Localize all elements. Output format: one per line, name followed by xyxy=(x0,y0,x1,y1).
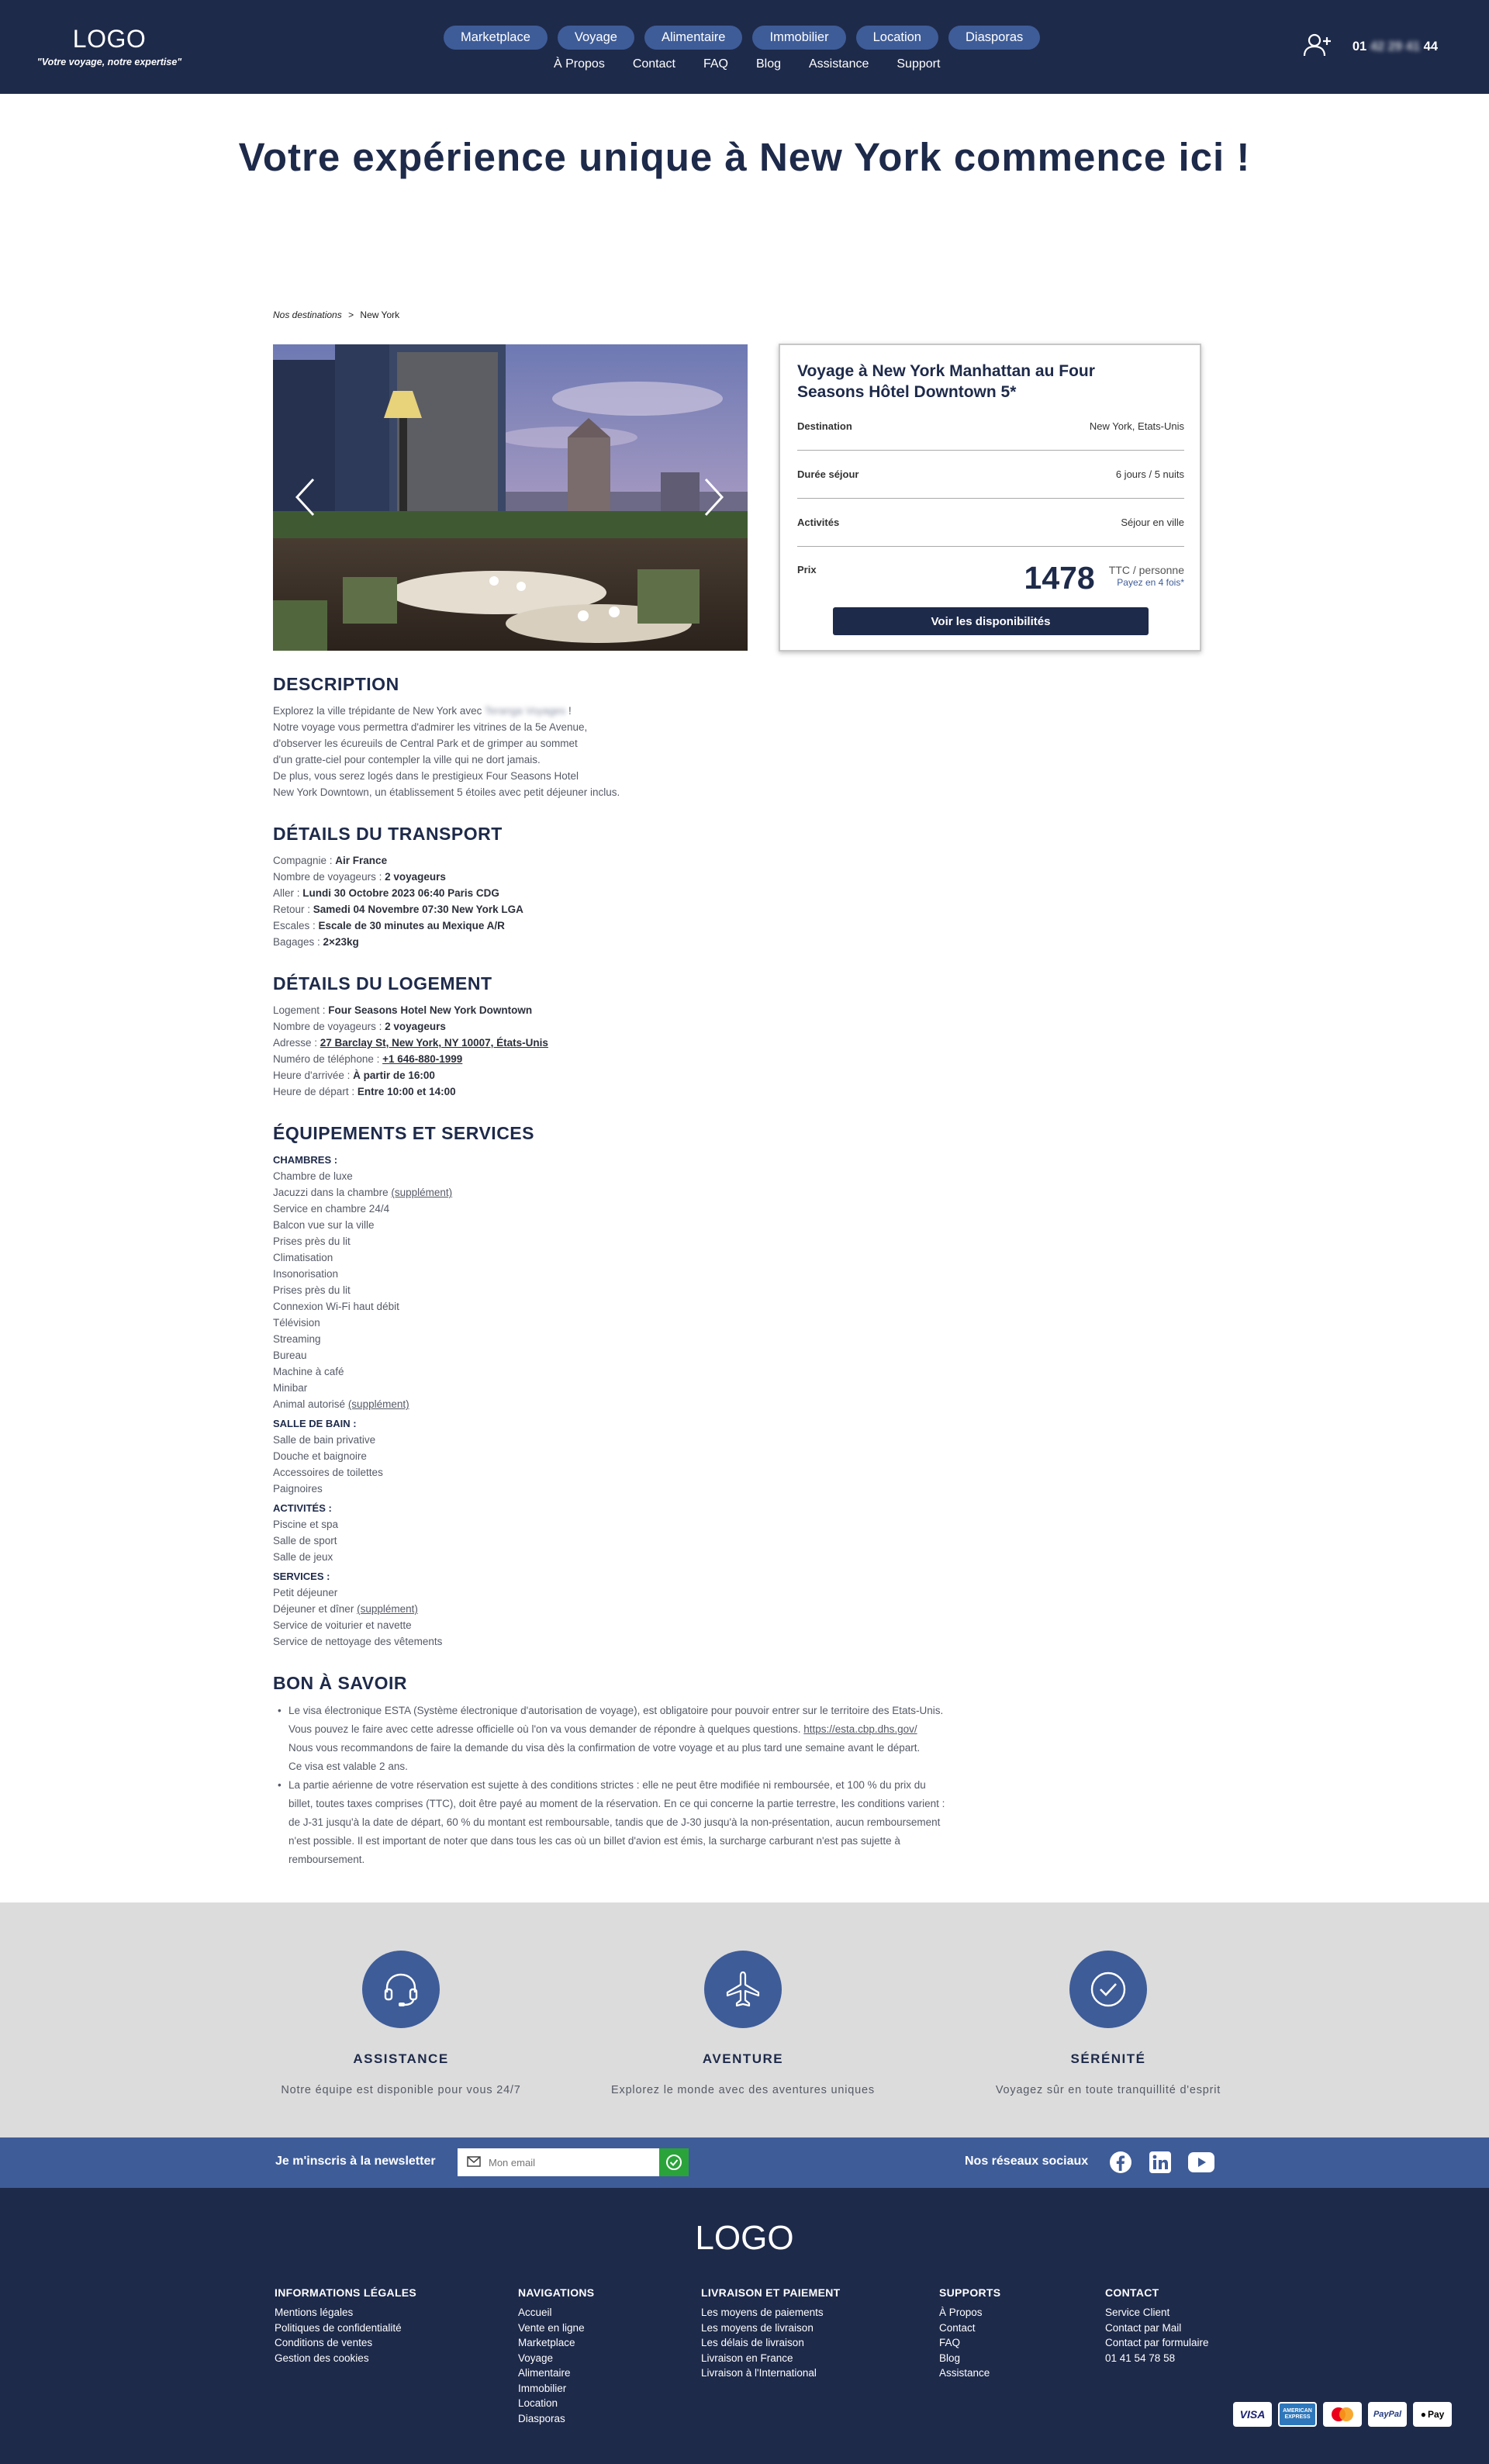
site-footer xyxy=(0,2188,1489,2464)
description-line: Notre voyage vous permettra d'admirer les vitrines de la 5e Avenue, xyxy=(273,721,588,733)
apple-pay-label: Pay xyxy=(1427,2409,1445,2420)
list-item: Accessoires de toilettes xyxy=(273,1467,383,1478)
footer-link[interactable]: Accueil xyxy=(518,2307,552,2318)
slider-prev-chevron-icon[interactable] xyxy=(295,478,315,517)
list-item: Connexion Wi-Fi haut débit xyxy=(273,1301,399,1312)
photo-slider xyxy=(273,344,748,651)
logement-row: Logement : Four Seasons Hotel New York Downtown xyxy=(273,1004,533,1016)
supplement-link[interactable]: (supplément) xyxy=(357,1603,418,1615)
equipements-heading: ÉQUIPEMENTS ET SERVICES xyxy=(273,1123,534,1143)
footer-link[interactable]: Voyage xyxy=(518,2352,554,2364)
list-item: Service de nettoyage des vêtements xyxy=(273,1636,443,1647)
pay-in-4-note[interactable]: Payez en 4 fois* xyxy=(1117,577,1184,588)
facebook-icon[interactable] xyxy=(1109,2151,1132,2178)
payment-methods xyxy=(1233,2402,1452,2427)
hotel-terrace-photo xyxy=(273,344,748,651)
footer-link[interactable]: Blog xyxy=(939,2352,961,2364)
phone-prefix: 01 xyxy=(1352,40,1367,54)
footer-col-title: NAVIGATIONS xyxy=(518,2286,595,2299)
header-phone[interactable] xyxy=(1353,40,1438,54)
footer-link[interactable]: Politiques de confidentialité xyxy=(275,2321,402,2334)
footer-link[interactable]: Contact par formulaire xyxy=(1105,2337,1209,2348)
logement-row: Adresse : 27 Barclay St, New York, NY 10007, États-Unis xyxy=(273,1037,548,1049)
check-circle-icon xyxy=(1069,1951,1147,2028)
description-text xyxy=(273,703,1033,800)
nav-pill-diasporas[interactable]: Diasporas xyxy=(948,26,1040,50)
apple-pay-icon xyxy=(1413,2402,1452,2427)
list-item: Petit déjeuner xyxy=(273,1587,338,1598)
footer-col-title: LIVRAISON ET PAIEMENT xyxy=(701,2286,841,2299)
footer-col-title: SUPPORTS xyxy=(939,2286,1001,2299)
bon-a-savoir-list xyxy=(273,1702,1033,1869)
phone-link[interactable]: +1 646-880-1999 xyxy=(382,1053,463,1065)
supplement-link[interactable]: (supplément) xyxy=(391,1187,453,1198)
footer-link[interactable]: Les moyens de paiements xyxy=(701,2307,824,2318)
footer-col-navigations xyxy=(518,2286,594,2426)
offer-title: Voyage à New York Manhattan au Four Seasons Hôtel Downtown 5* xyxy=(797,362,1095,401)
logo-tagline: "Votre voyage, notre expertise" xyxy=(36,57,182,67)
description-line: d'observer les écureuils de Central Park et de grimper au sommet xyxy=(273,738,578,749)
description-line: New York Downtown, un établissement 5 étoiles avec petit déjeuner inclus. xyxy=(273,786,620,798)
sdb-subheading: SALLE DE BAIN : xyxy=(273,1418,357,1429)
feature-desc: Notre équipe est disponible pour vous 24/7 xyxy=(281,2084,521,2096)
feature-assistance xyxy=(238,1951,564,2096)
address-link[interactable]: 27 Barclay St, New York, NY 10007, États-Unis xyxy=(320,1037,548,1049)
site-header xyxy=(0,0,1489,94)
footer-link[interactable]: Immobilier xyxy=(518,2382,567,2394)
agency-name: Teranga Voyages xyxy=(484,705,566,717)
newsletter-bar xyxy=(0,2137,1489,2188)
footer-link[interactable]: Mentions légales xyxy=(275,2307,354,2318)
visa-icon: VISA xyxy=(1233,2402,1272,2427)
list-item: Prises près du lit xyxy=(273,1235,351,1247)
footer-link[interactable]: À Propos xyxy=(939,2307,983,2318)
footer-col-contact xyxy=(1105,2286,1209,2366)
footer-link[interactable]: FAQ xyxy=(939,2337,961,2348)
description-line: d'un gratte-ciel pour contempler la ville qui ne dort jamais. xyxy=(273,754,541,765)
footer-link[interactable]: Livraison à l'International xyxy=(701,2367,817,2379)
list-item: Salle de jeux xyxy=(273,1551,333,1563)
logement-details xyxy=(273,1002,1033,1100)
headset-icon xyxy=(362,1951,440,2028)
apple-glyph-icon: ● xyxy=(1420,2409,1426,2420)
footer-link[interactable]: Contact xyxy=(939,2321,976,2334)
amex-label: AMERICAN EXPRESS xyxy=(1283,2408,1312,2420)
nav-pill-immobilier[interactable]: Immobilier xyxy=(752,26,845,50)
list-item: Insonorisation xyxy=(273,1268,339,1280)
youtube-icon[interactable] xyxy=(1188,2152,1214,2176)
footer-col-title: CONTACT xyxy=(1105,2286,1159,2299)
description-line: De plus, vous serez logés dans le prestigieux Four Seasons Hotel xyxy=(273,770,579,782)
list-item: Douche et baignoire xyxy=(273,1450,367,1462)
logement-row: Nombre de voyageurs : 2 voyageurs xyxy=(273,1021,446,1032)
list-item: Piscine et spa xyxy=(273,1519,339,1530)
paypal-icon: PayPal xyxy=(1368,2402,1407,2427)
feature-aventure xyxy=(580,1951,906,2096)
footer-link[interactable]: Location xyxy=(518,2397,558,2409)
list-item: Service de voiturier et navette xyxy=(273,1619,412,1631)
price-meta xyxy=(1109,561,1184,589)
footer-link[interactable]: Les moyens de livraison xyxy=(701,2321,814,2334)
footer-col-title: INFORMATIONS LÉGALES xyxy=(275,2286,417,2299)
newsletter-email-input[interactable] xyxy=(458,2148,659,2176)
logement-heading: DÉTAILS DU LOGEMENT xyxy=(273,973,492,994)
transport-details xyxy=(273,852,1033,950)
list-item: Climatisation xyxy=(273,1252,333,1263)
mail-icon xyxy=(467,2156,481,2171)
main-content xyxy=(0,94,1489,2424)
footer-logo[interactable]: LOGO xyxy=(695,2219,794,2257)
row-prix xyxy=(797,547,1184,601)
transport-row: Nombre de voyageurs : 2 voyageurs xyxy=(273,871,446,883)
sub-nav xyxy=(554,57,940,71)
price-block xyxy=(1024,561,1184,601)
row-duree xyxy=(797,451,1184,499)
logement-row: Heure de départ : Entre 10:00 et 14:00 xyxy=(273,1086,456,1097)
chambres-subheading: CHAMBRES : xyxy=(273,1154,338,1166)
phone-hidden: 42 29 41 xyxy=(1370,40,1421,54)
footer-link[interactable]: Les délais de livraison xyxy=(701,2337,804,2348)
footer-link[interactable]: Alimentaire xyxy=(518,2367,571,2379)
footer-link[interactable]: Conditions de ventes xyxy=(275,2337,373,2348)
footer-link[interactable]: Assistance xyxy=(939,2367,990,2379)
header-right xyxy=(1303,33,1438,61)
list-item: Service en chambre 24/4 xyxy=(273,1203,390,1215)
list-item: Chambre de luxe xyxy=(273,1170,353,1182)
newsletter-submit-check-icon[interactable] xyxy=(659,2148,689,2176)
newsletter-label: Je m'inscris à la newsletter xyxy=(275,2155,436,2168)
feature-title: ASSISTANCE xyxy=(353,2051,449,2066)
list-item: Salle de sport xyxy=(273,1535,337,1546)
esta-link[interactable]: https://esta.cbp.dhs.gov/ xyxy=(803,1723,917,1735)
footer-col-livraison xyxy=(701,2286,841,2381)
list-item: Jacuzzi dans la chambre (supplément) xyxy=(273,1187,453,1198)
list-item: • La partie aérienne de votre réservation est sujette à des conditions strictes : elle ne peut être modifiée ni remboursée, et 100 % du prix du billet, toutes taxes comprises (TTC), doit être payé au moment de la réservation. En ce qui concerne la partie terrestre, les conditions varient : de J-31 jusqu'à la date de départ, 60 % du montant est remboursable, tandis que de J-30 jusqu'à la non-présentation, aucun remboursement n'est possible. Il est important de noter que dans tous les cas où un billet d'avion est émis, la surcharge carburant n'est pas sujette à remboursement. xyxy=(288,1776,1033,1869)
feature-desc: Explorez le monde avec des aventures uniques xyxy=(611,2084,875,2096)
description-start: Explorez la ville trépidante de New York avec xyxy=(273,705,482,717)
breadcrumb-current: New York xyxy=(360,309,400,320)
breadcrumb-destinations[interactable]: Nos destinations xyxy=(273,309,342,320)
feature-title: SÉRÉNITÉ xyxy=(1070,2051,1146,2066)
nav-pill-location[interactable]: Location xyxy=(856,26,938,50)
transport-row: Escales : Escale de 30 minutes au Mexique A/R xyxy=(273,920,505,931)
footer-link[interactable]: Diasporas xyxy=(518,2412,565,2424)
slider-next-chevron-icon[interactable] xyxy=(704,478,724,517)
list-item: Salle de bain privative xyxy=(273,1434,376,1446)
logement-row: Numéro de téléphone : +1 646-880-1999 xyxy=(273,1053,463,1065)
logo[interactable] xyxy=(28,25,191,67)
equipements-list xyxy=(273,1152,1033,1650)
footer-link[interactable]: 01 41 54 78 58 xyxy=(1105,2352,1176,2364)
list-item: Animal autorisé (supplément) xyxy=(273,1398,409,1410)
description-line xyxy=(273,703,1033,719)
activites-label: Activités xyxy=(797,517,840,528)
transport-heading: DÉTAILS DU TRANSPORT xyxy=(273,824,503,844)
transport-row: Retour : Samedi 04 Novembre 07:30 New York LGA xyxy=(273,904,523,915)
row-activites xyxy=(797,499,1184,547)
activites-value: Séjour en ville xyxy=(1121,517,1184,528)
list-item: Streaming xyxy=(273,1333,321,1345)
subnav-link-assistance[interactable]: Assistance xyxy=(809,57,869,71)
subnav-link-faq[interactable]: FAQ xyxy=(703,57,728,71)
feature-serenite xyxy=(945,1951,1271,2096)
list-item: Paignoires xyxy=(273,1483,323,1495)
duree-value: 6 jours / 5 nuits xyxy=(1115,468,1184,480)
user-plus-icon[interactable] xyxy=(1303,33,1332,61)
footer-link[interactable]: Gestion des cookies xyxy=(275,2352,369,2364)
list-item: Prises près du lit xyxy=(273,1284,351,1296)
footer-link[interactable]: Contact par Mail xyxy=(1105,2321,1182,2334)
page-title: Votre expérience unique à New York commence ici ! xyxy=(238,135,1251,179)
nav-pill-alimentaire[interactable]: Alimentaire xyxy=(644,26,743,50)
logement-row: Heure d'arrivée : À partir de 16:00 xyxy=(273,1070,435,1081)
subnav-link-a-propos[interactable]: À Propos xyxy=(554,57,605,71)
airplane-icon xyxy=(704,1951,782,2028)
subnav-link-support[interactable]: Support xyxy=(897,57,941,71)
transport-row: Aller : Lundi 30 Octobre 2023 06:40 Paris CDG xyxy=(273,887,499,899)
activites-subheading: ACTIVITÉS : xyxy=(273,1502,332,1514)
main-nav xyxy=(444,26,1040,50)
offer-details xyxy=(273,674,1033,1869)
footer-col-supports xyxy=(939,2286,1000,2381)
transport-row: Compagnie : Air France xyxy=(273,855,388,866)
footer-link[interactable]: Vente en ligne xyxy=(518,2321,585,2334)
description-heading: DESCRIPTION xyxy=(273,674,399,694)
logo-text: LOGO xyxy=(72,25,147,53)
subnav-link-blog[interactable]: Blog xyxy=(755,57,781,71)
destination-value: New York, Etats-Unis xyxy=(1089,420,1184,432)
features-band xyxy=(0,1902,1489,2137)
list-item: • Le visa électronique ESTA (Système électronique d'autorisation de voyage), est obligatoire pour pouvoir entrer sur le territoire des Etats-Unis. Vous pouvez le faire avec cette adresse officielle où l'on va vous demander de répondre à quelques questions. https://esta.cbp.dhs.gov/ Nous vous recommandons de faire la demande du visa dès la confirmation de votre voyage et au plus tard une semaine avant le départ. Ce visa est valable 2 ans. xyxy=(288,1702,1033,1776)
list-item: Déjeuner et dîner (supplément) xyxy=(273,1603,418,1615)
nav-pill-voyage[interactable]: Voyage xyxy=(558,26,634,50)
list-item: Minibar xyxy=(273,1382,308,1394)
mastercard-icon xyxy=(1323,2402,1362,2427)
destination-label: Destination xyxy=(797,420,852,432)
feature-desc: Voyagez sûr en toute tranquillité d'esprit xyxy=(995,2084,1221,2096)
footer-link[interactable]: Service Client xyxy=(1105,2307,1170,2318)
breadcrumb xyxy=(273,309,399,320)
footer-link[interactable]: Marketplace xyxy=(518,2337,575,2348)
bon-a-savoir-heading: BON À SAVOIR xyxy=(273,1673,407,1693)
footer-col-legal xyxy=(275,2286,416,2366)
list-item: Bureau xyxy=(273,1349,307,1361)
phone-suffix: 44 xyxy=(1423,40,1438,54)
social-label: Nos réseaux sociaux xyxy=(965,2155,1089,2168)
services-subheading: SERVICES : xyxy=(273,1571,330,1582)
description-excl: ! xyxy=(568,705,572,717)
price-value: 1478 xyxy=(1024,560,1095,596)
price-unit: TTC / personne xyxy=(1108,564,1184,576)
duree-label: Durée séjour xyxy=(797,468,859,480)
footer-link[interactable]: Livraison en France xyxy=(701,2352,793,2364)
nav-pill-marketplace[interactable]: Marketplace xyxy=(444,26,548,50)
prix-label: Prix xyxy=(797,564,817,575)
list-item: Balcon vue sur la ville xyxy=(273,1219,375,1231)
booking-card xyxy=(779,344,1201,651)
list-item: Machine à café xyxy=(273,1366,344,1377)
supplement-link[interactable]: (supplément) xyxy=(347,1398,409,1410)
see-availability-button[interactable]: Voir les disponibilités xyxy=(833,607,1149,635)
transport-row: Bagages : 2×23kg xyxy=(273,936,359,948)
linkedin-icon[interactable] xyxy=(1149,2151,1172,2178)
row-destination xyxy=(797,403,1184,451)
breadcrumb-sep: > xyxy=(348,309,354,320)
feature-title: AVENTURE xyxy=(702,2051,784,2066)
subnav-link-contact[interactable]: Contact xyxy=(632,57,675,71)
list-item: Télévision xyxy=(273,1317,320,1329)
amex-icon xyxy=(1278,2402,1317,2427)
